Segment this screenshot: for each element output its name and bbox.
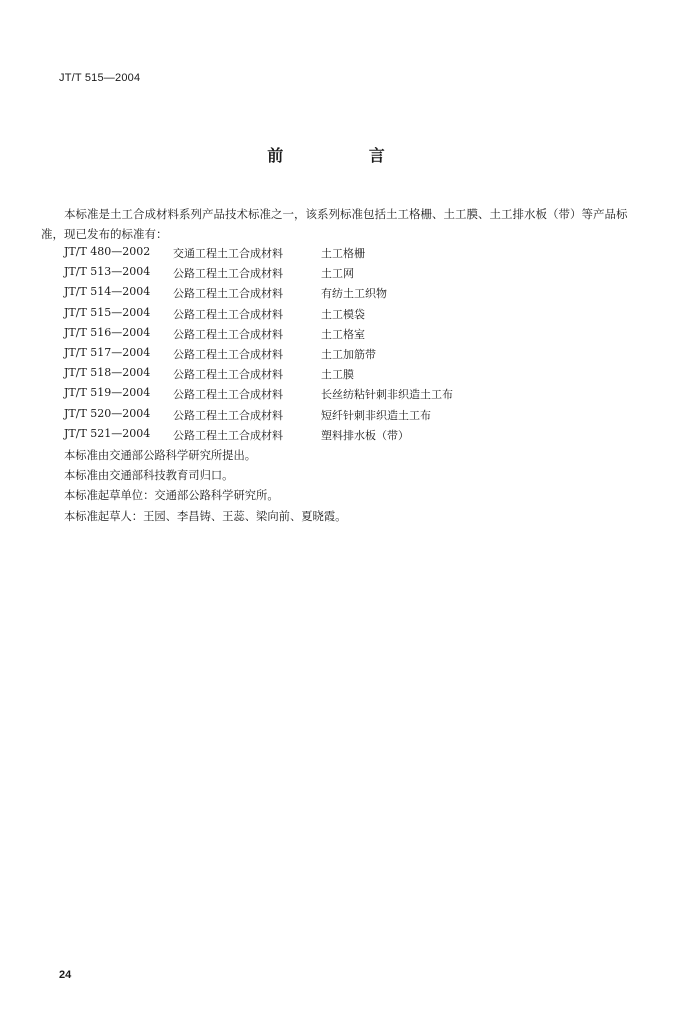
standard-code: JT/T 513—2004 bbox=[64, 265, 151, 279]
intro-paragraph: 本标准是土工合成材料系列产品技术标准之一，该系列标准包括土工格栅、土工膜、土工排水板（带）等产品标准，现已发布的标准有： bbox=[41, 207, 628, 241]
standard-code: JT/T 519—2004 bbox=[64, 386, 151, 400]
standard-row bbox=[64, 285, 453, 305]
standard-code: JT/T 515—2004 bbox=[64, 305, 151, 319]
standard-row bbox=[64, 306, 453, 326]
drafters-note: 本标准起草人：王园、李昌铸、王蕊、梁向前、夏晓霞。 bbox=[64, 509, 347, 523]
standards-list bbox=[64, 245, 453, 447]
drafting-unit-note: 本标准起草单位：交通部公路科学研究所。 bbox=[64, 489, 279, 503]
standard-product: 有纺土工织物 bbox=[321, 287, 387, 301]
standard-row bbox=[64, 326, 453, 346]
standard-category: 公路工程土工合成材料 bbox=[173, 347, 283, 361]
standard-category: 公路工程土工合成材料 bbox=[173, 388, 283, 402]
standard-category: 公路工程土工合成材料 bbox=[173, 428, 283, 442]
standard-category: 公路工程土工合成材料 bbox=[173, 327, 283, 341]
standard-code: JT/T 517—2004 bbox=[64, 345, 151, 359]
standard-row bbox=[64, 245, 453, 265]
standard-row bbox=[64, 366, 453, 386]
standard-product: 塑料排水板（带） bbox=[321, 428, 409, 442]
standard-code: JT/T 520—2004 bbox=[64, 406, 151, 420]
standard-category: 公路工程土工合成材料 bbox=[173, 408, 283, 422]
standard-code: JT/T 516—2004 bbox=[64, 325, 151, 339]
standard-row bbox=[64, 386, 453, 406]
standard-category: 公路工程土工合成材料 bbox=[173, 307, 283, 321]
standard-code: JT/T 521—2004 bbox=[64, 426, 151, 440]
standard-category: 公路工程土工合成材料 bbox=[173, 287, 283, 301]
page-number: 24 bbox=[59, 969, 72, 981]
standard-category: 公路工程土工合成材料 bbox=[173, 368, 283, 382]
standard-product: 土工加筋带 bbox=[321, 347, 376, 361]
standard-product: 短纤针刺非织造土工布 bbox=[321, 408, 431, 422]
notes-block bbox=[64, 447, 346, 528]
section-title: 前 言 bbox=[267, 146, 425, 165]
standard-product: 土工膜 bbox=[321, 368, 354, 382]
standard-product: 土工模袋 bbox=[321, 307, 365, 321]
standard-code: JT/T 514—2004 bbox=[64, 285, 151, 299]
standard-product: 长丝纺粘针刺非织造土工布 bbox=[321, 388, 453, 402]
standard-code: JT/T 518—2004 bbox=[64, 366, 151, 380]
standard-product: 土工网 bbox=[321, 267, 354, 281]
standard-category: 公路工程土工合成材料 bbox=[173, 267, 283, 281]
standard-code-header: JT/T 515—2004 bbox=[59, 72, 141, 84]
standard-category: 交通工程土工合成材料 bbox=[173, 247, 283, 260]
standard-code: JT/T 480—2002 bbox=[64, 245, 151, 258]
standard-product: 土工格室 bbox=[321, 327, 365, 341]
standard-row bbox=[64, 346, 453, 366]
proposer-note: 本标准由交通部公路科学研究所提出。 bbox=[64, 449, 257, 462]
administrator-note: 本标准由交通部科技教育司归口。 bbox=[64, 469, 234, 483]
standard-product: 土工格栅 bbox=[321, 247, 365, 260]
standard-row bbox=[64, 265, 453, 285]
standard-row bbox=[64, 407, 453, 427]
standard-row bbox=[64, 427, 453, 447]
